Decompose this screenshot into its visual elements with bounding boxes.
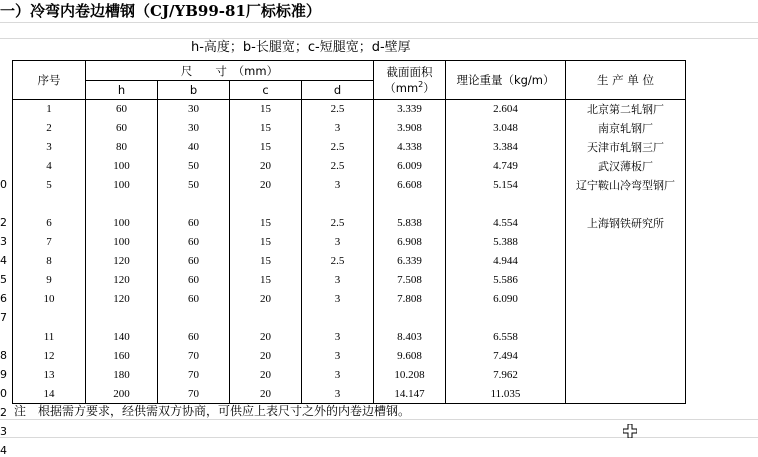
cell-h[interactable]: 60 [86,100,158,119]
cell-weight[interactable]: 7.494 [446,347,566,366]
cell-maker[interactable] [566,252,686,271]
row-header-number[interactable]: 9 [0,368,7,381]
grid-line [0,22,758,23]
cell-no[interactable]: 11 [13,328,86,347]
cell-c[interactable]: 15 [230,214,302,233]
cell-h[interactable]: 80 [86,138,158,157]
cell-b[interactable]: 70 [158,385,230,404]
header-area-title: 截面面积 [386,65,433,79]
cell-weight[interactable]: 4.554 [446,214,566,233]
table-row [13,100,686,119]
cell-b[interactable]: 30 [158,119,230,138]
cell-maker[interactable] [566,195,686,214]
cell-h[interactable]: 100 [86,233,158,252]
cell-no[interactable]: 8 [13,252,86,271]
cell-weight[interactable]: 4.749 [446,157,566,176]
table-row [13,366,686,385]
cell-area[interactable]: 6.009 [374,157,446,176]
cell-b[interactable] [158,309,230,328]
cell-h[interactable]: 100 [86,157,158,176]
cell-area[interactable] [374,195,446,214]
cell-weight[interactable]: 6.558 [446,328,566,347]
cell-d[interactable]: 3 [302,176,374,195]
cell-no[interactable]: 1 [13,100,86,119]
cell-b[interactable]: 30 [158,100,230,119]
row-header-number[interactable]: 6 [0,292,7,305]
cell-select-cursor-icon [623,423,637,437]
cell-weight[interactable]: 3.048 [446,119,566,138]
cell-weight[interactable] [446,309,566,328]
cell-weight[interactable] [446,195,566,214]
cell-b[interactable]: 70 [158,366,230,385]
cell-c[interactable]: 15 [230,233,302,252]
cell-maker[interactable]: 上海钢铁研究所 [566,214,686,233]
cell-d[interactable]: 3 [302,290,374,309]
cell-b[interactable]: 60 [158,290,230,309]
cell-b[interactable] [158,195,230,214]
cell-area[interactable]: 7.508 [374,271,446,290]
cell-d[interactable]: 2.5 [302,214,374,233]
cell-h[interactable]: 120 [86,252,158,271]
cell-maker[interactable]: 南京轧钢厂 [566,119,686,138]
cell-area[interactable]: 6.339 [374,252,446,271]
cell-h[interactable]: 140 [86,328,158,347]
cell-weight[interactable]: 2.604 [446,100,566,119]
header-maker: 生 产 单 位 [566,61,686,100]
cell-c[interactable]: 20 [230,157,302,176]
header-weight: 理论重量（kg/m） [446,61,566,100]
cell-no[interactable]: 12 [13,347,86,366]
header-h: h [86,81,158,100]
cell-no[interactable]: 4 [13,157,86,176]
cell-h[interactable]: 180 [86,366,158,385]
table-row [13,176,686,195]
cell-maker[interactable] [566,328,686,347]
cell-no[interactable]: 5 [13,176,86,195]
row-header-number[interactable]: 3 [0,425,7,438]
cell-maker[interactable] [566,309,686,328]
cell-h[interactable]: 120 [86,271,158,290]
cell-no[interactable]: 9 [13,271,86,290]
cell-b[interactable]: 40 [158,138,230,157]
cell-maker[interactable]: 武汉薄板厂 [566,157,686,176]
cell-area[interactable]: 3.908 [374,119,446,138]
cell-weight[interactable]: 5.388 [446,233,566,252]
table-row [13,252,686,271]
table-row [13,271,686,290]
cell-maker[interactable]: 天津市轧钢三厂 [566,138,686,157]
cell-no[interactable]: 6 [13,214,86,233]
cell-c[interactable]: 15 [230,119,302,138]
cell-h[interactable]: 160 [86,347,158,366]
table-row [13,119,686,138]
cell-d[interactable]: 3 [302,347,374,366]
cell-c[interactable]: 15 [230,252,302,271]
grid-line [0,437,758,438]
cell-area[interactable]: 14.147 [374,385,446,404]
cell-d[interactable]: 2.5 [302,138,374,157]
cell-h[interactable] [86,195,158,214]
cell-h[interactable]: 100 [86,176,158,195]
cell-h[interactable]: 100 [86,214,158,233]
grid-line [0,419,758,420]
cell-weight[interactable]: 4.944 [446,252,566,271]
cell-area[interactable]: 10.208 [374,366,446,385]
row-header-number[interactable]: 3 [0,235,7,248]
cell-weight[interactable]: 5.154 [446,176,566,195]
table-row [13,214,686,233]
cell-b[interactable]: 50 [158,157,230,176]
cell-d[interactable]: 3 [302,119,374,138]
cell-no[interactable]: 13 [13,366,86,385]
row-header-number[interactable]: 4 [0,254,7,267]
cell-b[interactable]: 60 [158,271,230,290]
cell-area[interactable] [374,309,446,328]
cell-area[interactable]: 6.608 [374,176,446,195]
cell-c[interactable]: 20 [230,176,302,195]
cell-area[interactable]: 6.908 [374,233,446,252]
cell-weight[interactable]: 3.384 [446,138,566,157]
sheet-title: 一）冷弯内卷边槽钢（CJ/YB99-81厂标标准） [0,2,321,20]
cell-c[interactable]: 20 [230,385,302,404]
cell-area[interactable]: 8.403 [374,328,446,347]
cell-b[interactable]: 70 [158,347,230,366]
cell-d[interactable]: 2.5 [302,157,374,176]
cell-no[interactable] [13,309,86,328]
row-header-number[interactable]: 2 [0,406,7,419]
cell-c[interactable]: 15 [230,100,302,119]
cell-weight[interactable]: 5.586 [446,271,566,290]
blank-row [13,195,686,214]
cell-d[interactable]: 3 [302,271,374,290]
cell-d[interactable] [302,309,374,328]
row-header-number[interactable]: 0 [0,387,7,400]
header-b: b [158,81,230,100]
cell-d[interactable]: 3 [302,366,374,385]
cell-area[interactable]: 9.608 [374,347,446,366]
cell-c[interactable]: 20 [230,347,302,366]
cell-no[interactable]: 2 [13,119,86,138]
cell-no[interactable] [13,195,86,214]
cell-weight[interactable]: 6.090 [446,290,566,309]
table-row [13,385,686,404]
table-row [13,233,686,252]
cell-d[interactable]: 3 [302,385,374,404]
row-header-number[interactable]: 0 [0,178,7,191]
cell-no[interactable]: 7 [13,233,86,252]
header-d: d [302,81,374,100]
cell-area[interactable]: 3.339 [374,100,446,119]
cell-maker[interactable] [566,271,686,290]
cell-maker[interactable] [566,366,686,385]
cell-b[interactable]: 60 [158,233,230,252]
cell-weight[interactable]: 7.962 [446,366,566,385]
row-header-number[interactable]: 5 [0,273,7,286]
cell-c[interactable]: 20 [230,290,302,309]
cell-h[interactable] [86,309,158,328]
cell-c[interactable]: 15 [230,138,302,157]
cell-c[interactable] [230,309,302,328]
table-row [13,328,686,347]
cell-h[interactable]: 200 [86,385,158,404]
legend-subtitle: h-高度；b-长腿宽；c-短腿宽；d-壁厚 [191,40,411,55]
table-row [13,157,686,176]
cell-d[interactable] [302,195,374,214]
row-header-number[interactable]: 2 [0,216,7,229]
cell-maker[interactable] [566,290,686,309]
header-serial: 序号 [13,61,86,100]
cell-maker[interactable] [566,233,686,252]
cell-d[interactable]: 2.5 [302,100,374,119]
cell-b[interactable]: 60 [158,214,230,233]
cell-h[interactable]: 60 [86,119,158,138]
header-area-unit: $(mm^2)$ [384,80,435,95]
cell-c[interactable]: 20 [230,328,302,347]
cell-c[interactable] [230,195,302,214]
cell-area[interactable]: 7.808 [374,290,446,309]
row-header-number[interactable]: 4 [0,444,7,457]
row-header-number[interactable]: 8 [0,349,7,362]
cell-d[interactable]: 3 [302,233,374,252]
cell-no[interactable]: 14 [13,385,86,404]
cell-b[interactable]: 60 [158,252,230,271]
channel-steel-table [12,60,686,404]
table-row [13,138,686,157]
header-area [374,61,446,100]
cell-maker[interactable]: 辽宁鞍山冷弯型钢厂 [566,176,686,195]
cell-area[interactable]: 5.838 [374,214,446,233]
header-c: c [230,81,302,100]
row-header-number[interactable]: 7 [0,311,7,324]
cell-b[interactable]: 60 [158,328,230,347]
cell-b[interactable]: 50 [158,176,230,195]
cell-c[interactable]: 15 [230,271,302,290]
footnote: 注 根据需方要求，经供需双方协商，可供应上表尺寸之外的内卷边槽钢。 [14,404,411,418]
cell-maker[interactable]: 北京第二轧钢厂 [566,100,686,119]
cell-d[interactable]: 3 [302,328,374,347]
blank-row [13,309,686,328]
cell-c[interactable]: 20 [230,366,302,385]
cell-weight[interactable]: 11.035 [446,385,566,404]
cell-maker[interactable] [566,347,686,366]
cell-maker[interactable] [566,385,686,404]
cell-area[interactable]: 4.338 [374,138,446,157]
cell-no[interactable]: 10 [13,290,86,309]
cell-no[interactable]: 3 [13,138,86,157]
table-row [13,347,686,366]
header-size: 尺 寸 （mm） [86,61,374,81]
cell-d[interactable]: 2.5 [302,252,374,271]
cell-h[interactable]: 120 [86,290,158,309]
table-row [13,290,686,309]
